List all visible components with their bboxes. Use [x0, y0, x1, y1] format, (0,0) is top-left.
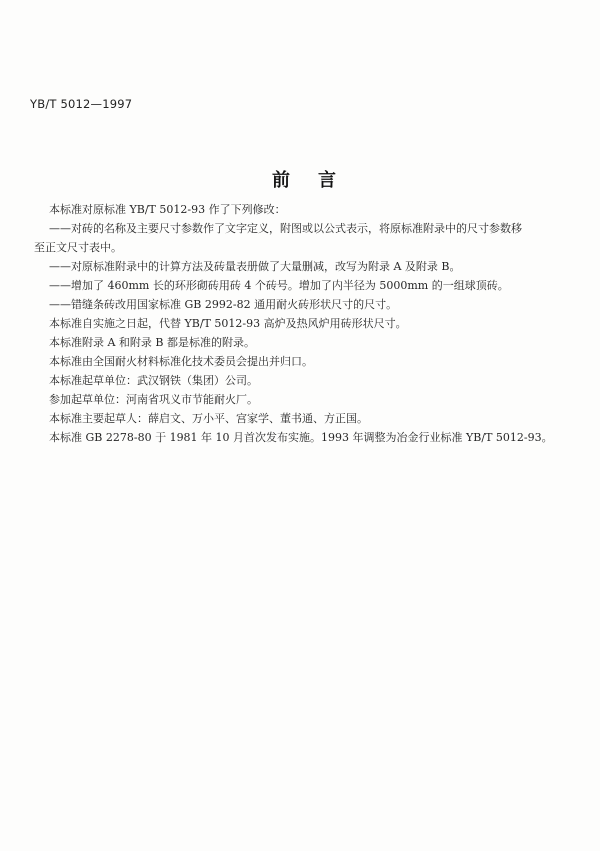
paragraph: ——增加了 460mm 长的环形砌砖用砖 4 个砖号。增加了内半径为 5000mm 的一组球顶砖。 — [49, 279, 509, 292]
paragraph: ——对砖的名称及主要尺寸参数作了文字定义，附图或以公式表示，将原标准附录中的尺寸参数移 — [49, 222, 522, 235]
paragraph: 本标准 GB 2278-80 于 1981 年 10 月首次发布实施。1993 年调整为冶金行业标准 YB/T 5012-93。 — [49, 431, 553, 444]
page-title: 前言 — [272, 170, 364, 191]
paragraph: 本标准由全国耐火材料标准化技术委员会提出并归口。 — [49, 355, 313, 368]
document-code: YB/T 5012—1997 — [30, 97, 133, 111]
paragraph: 本标准主要起草人：薛启文、万小平、宫家学、董书通、方正国。 — [49, 412, 368, 425]
paragraph: ——错缝条砖改用国家标准 GB 2992-82 通用耐火砖形状尺寸的尺寸。 — [49, 298, 398, 311]
paragraph: 本标准附录 A 和附录 B 都是标准的附录。 — [49, 336, 256, 349]
foreword-body — [34, 200, 574, 447]
paragraph: 本标准对原标准 YB/T 5012-93 作了下列修改： — [49, 203, 286, 216]
paragraph: 本标准自实施之日起，代替 YB/T 5012-93 高炉及热风炉用砖形状尺寸。 — [49, 317, 407, 330]
paragraph: 至正文尺寸表中。 — [34, 241, 122, 254]
paragraph: ——对原标准附录中的计算方法及砖量表册做了大量删减，改写为附录 A 及附录 B。 — [49, 260, 461, 273]
paragraph: 参加起草单位：河南省巩义市节能耐火厂。 — [49, 393, 258, 406]
paragraph: 本标准起草单位：武汉钢铁（集团）公司。 — [49, 374, 258, 387]
